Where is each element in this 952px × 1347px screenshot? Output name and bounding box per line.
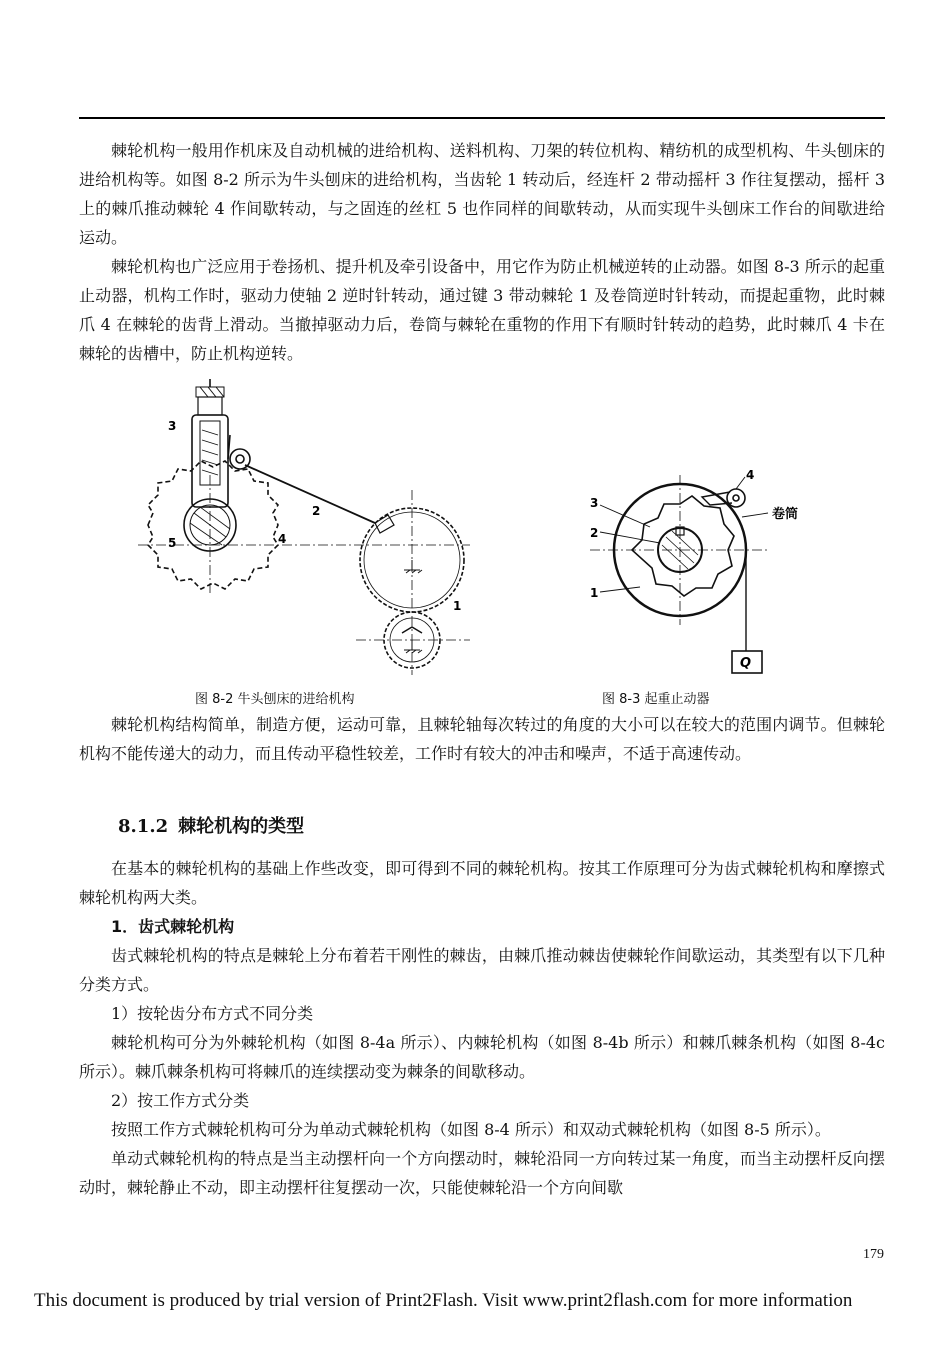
paragraph-7: 按照工作方式棘轮机构可分为单动式棘轮机构（如图 8-4 所示）和双动式棘轮机构（如图 8-5 所示）。 — [111, 1120, 831, 1139]
subheading-3: 2）按工作方式分类 — [111, 1091, 250, 1110]
label-3: 3 — [590, 496, 599, 510]
section-heading — [118, 812, 314, 838]
figure-8-3-diagram — [580, 465, 810, 680]
paragraph-5: 齿式棘轮机构的特点是棘轮上分布着若干刚性的棘齿，由棘爪推动棘齿使棘轮作间歇运动，其类型有以下几种分类方式。 — [79, 946, 885, 994]
section-title: 棘轮机构的类型 — [178, 816, 305, 837]
page-number: 179 — [863, 1247, 884, 1262]
intro-text — [79, 136, 885, 368]
ratchet-wheel-1 — [632, 496, 734, 596]
paragraph-3: 棘轮机构结构简单，制造方便，运动可靠，且棘轮轴每次转过的角度的大小可以在较大的范围内调节。但棘轮机构不能传递大的动力，而且传动平稳性较差，工作时有较大的冲击和噪声，不适于高速传动。 — [79, 715, 885, 763]
subheading-1: 1．齿式棘轮机构 — [111, 917, 235, 936]
section-number: 8.1.2 — [118, 816, 169, 837]
paragraph-1: 棘轮机构一般用作机床及自动机械的进给机构、送料机构、刀架的转位机构、精纺机的成型机构、牛头刨床的进给机构等。如图 8-2 所示为牛头刨床的进给机构，当齿轮 1 转动后，经连杆 2 带动摇杆 3 作往复摆动，摇杆 3 上的棘爪推动棘轮 4 作间歇转动，与之固连的丝杠 5 也作同样的间歇转动，从而实现牛头刨床工作台的间歇进给运动。 — [79, 141, 885, 247]
figure-8-2-diagram — [130, 375, 480, 680]
caption-figure-8-2: 图 8-2 牛头刨床的进给机构 — [195, 692, 355, 707]
label-1: 1 — [590, 586, 599, 600]
label-4: 4 — [746, 468, 755, 482]
paragraph-2: 棘轮机构也广泛应用于卷扬机、提升机及牵引设备中，用它作为防止机械逆转的止动器。如图 8-3 所示的起重止动器，机构工作时，驱动力使轴 2 逆时针转动，通过键 3 带动棘轮 1 及卷筒逆时针转动，而提起重物，此时棘爪 4 在棘轮的齿背上滑动。当撤掉驱动力后，卷筒与棘轮在重物的作用下有顺时针转动的趋势，此时棘爪 4 卡在棘轮的齿槽中，防止机构逆转。 — [79, 257, 885, 363]
label-2: 2 — [590, 526, 599, 540]
label-5: 5 — [168, 536, 177, 550]
after-figure-text — [79, 710, 885, 768]
caption-figure-8-3: 图 8-3 起重止动器 — [602, 692, 710, 707]
label-3: 3 — [168, 419, 177, 433]
link-2 — [245, 465, 375, 523]
label-1: 1 — [453, 599, 462, 613]
ratchet-wheel-4 — [148, 461, 278, 589]
paragraph-4: 在基本的棘轮机构的基础上作些改变，即可得到不同的棘轮机构。按其工作原理可分为齿式棘轮机构和摩擦式棘轮机构两大类。 — [79, 859, 885, 907]
body-text — [79, 854, 885, 1202]
label-4: 4 — [278, 532, 287, 546]
label-drum: 卷筒 — [772, 507, 799, 522]
trial-footer: This document is produced by trial version of Print2Flash. Visit www.print2flash.com for more information — [34, 1290, 853, 1311]
paragraph-6: 棘轮机构可分为外棘轮机构（如图 8-4a 所示）、内棘轮机构（如图 8-4b 所示）和棘爪棘条机构（如图 8-4c 所示）。棘爪棘条机构可将棘爪的连续摆动变为棘条的间歇移动。 — [79, 1033, 885, 1081]
paragraph-8: 单动式棘轮机构的特点是当主动摆杆向一个方向摆动时，棘轮沿同一方向转过某一角度，而当主动摆杆反向摆动时，棘轮静止不动，即主动摆杆往复摆动一次，只能使棘轮沿一个方向间歇 — [79, 1149, 885, 1197]
header-rule — [79, 117, 885, 119]
label-2: 2 — [312, 504, 321, 518]
subheading-2: 1）按轮齿分布方式不同分类 — [111, 1004, 314, 1023]
label-q: Q — [740, 656, 752, 671]
